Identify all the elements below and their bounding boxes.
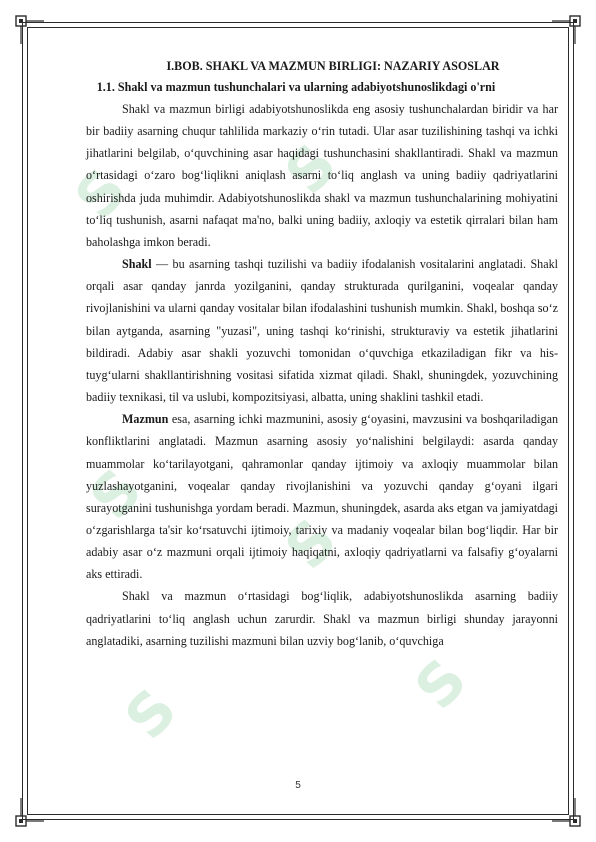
watermark: S bbox=[111, 675, 191, 753]
corner-ornament-bottom-right bbox=[552, 798, 582, 828]
paragraph-text: esa, asarning ichki mazmunini, asosiy g‘oyasini, mavzusini va boshqariladigan konfliktlarini anglatadi. Mazmun asarning asosiy yo‘nalishini belgilaydi: asarda qanday muammolar ko‘tarilayotgani, qahramonlar qanday ijtimoiy va axloqiy muammolar bilan yuzlashayotganini, voqealar qanday rivojlanishini va yozuvchi qanday g‘oyani ilgari surayotganini tushunishga yordam beradi. Mazmun, shuningdek, asarda aks etgan va jamiyatdagi o‘zgarishlarga ta'sir ko‘rsatuvchi ijtimoiy, tarixiy va madaniy voqealar bilan bog‘liqdir. Har bir adabiy asar o‘z mazmuni orqali ijtimoiy haqiqatni, axloqiy qadriyatlarni va falsafiy g‘oyalarni aks ettiradi. bbox=[86, 412, 558, 582]
corner-ornament-bottom-left bbox=[14, 798, 44, 828]
corner-ornament-top-left bbox=[14, 14, 44, 44]
term-shakl: Shakl bbox=[122, 257, 152, 272]
paragraph bbox=[86, 253, 558, 408]
paragraph-text: Shakl va mazmun birligi adabiyotshunoslikda eng asosiy tushunchalardan biridir va har bir badiiy asarning chuqur tahlilida markaziy o‘rin tutadi. Ular asar tuzilishining tashqi va ichki jihatlarini belgilab, o‘quvchining asar haqidagi tushunchasini shakllantiradi. Shakl va mazmun o‘rtasidagi o‘zaro bog‘liqlikni aniqlash asarni to‘liq anglash va uning badiiy qadriyatlarini oshirishda juda muhimdir. Adabiyotshunoslikda shakl va mazmun tushunchalarining mohiyatini to‘liq tushunish, asarni nafaqat ma'no, balki uning badiiy, axloqiy va estetik qirralari bilan ham baholashga imkon beradi. bbox=[86, 102, 558, 249]
paragraph bbox=[86, 585, 558, 651]
term-mazmun: Mazmun bbox=[122, 412, 169, 427]
chapter-title: I.BOB. SHAKL VA MAZMUN BIRLIGI: NAZARIY ASOSLAR bbox=[166, 59, 500, 73]
section-title: 1.1. Shakl va mazmun tushunchalari va ularning adabiyotshunoslikdagi o'rni bbox=[96, 80, 496, 94]
watermark: S bbox=[76, 455, 156, 533]
document-body bbox=[86, 56, 558, 652]
corner-ornament-top-right bbox=[552, 14, 582, 44]
watermark: S bbox=[401, 645, 481, 723]
watermark: S bbox=[271, 130, 351, 208]
paragraph-text: — bu asarning tashqi tuzilishi va badiiy ifodalanish vositalarini anglatadi. Shakl orqali asar qanday janrda yozilganini, qanday strukturada qurilganini, voqealar qanday rivojlanishini va ularni qanday vositalar bilan ifodalashini tushunish mumkin. Shakl, boshqa so‘z bilan aytganda, asarning "yuzasi", uning tashqi ko‘rinishi, strukturaviy va estetik jihatlarini bildiradi. Adabiy asar shakli yozuvchi tomonidan o‘quvchiga etkaziladigan fikr va his-tuyg‘ularni shakllantirishning vositasi sifatida xizmat qiladi. Shakl, shuningdek, yozuvchining badiiy texnikasi, til va uslubi, kompozitsiyasi, albatta, uning shaklini tashkil etadi. bbox=[86, 257, 558, 405]
watermark: S bbox=[271, 505, 351, 583]
page-number: 5 bbox=[295, 780, 301, 791]
paragraph-text: Shakl va mazmun o‘rtasidagi bog‘liqlik, adabiyotshunoslikda asarning badiiy qadriyatlarini to‘liq anglash uchun zarurdir. Shakl va mazmun birligi shunday jarayonni anglatadiki, asarning tuzilishi mazmuni bilan uzviy bog‘lanib, o‘quvchiga bbox=[86, 589, 558, 648]
paragraph bbox=[86, 98, 558, 253]
paragraph bbox=[86, 408, 558, 585]
watermark: S bbox=[61, 155, 141, 233]
